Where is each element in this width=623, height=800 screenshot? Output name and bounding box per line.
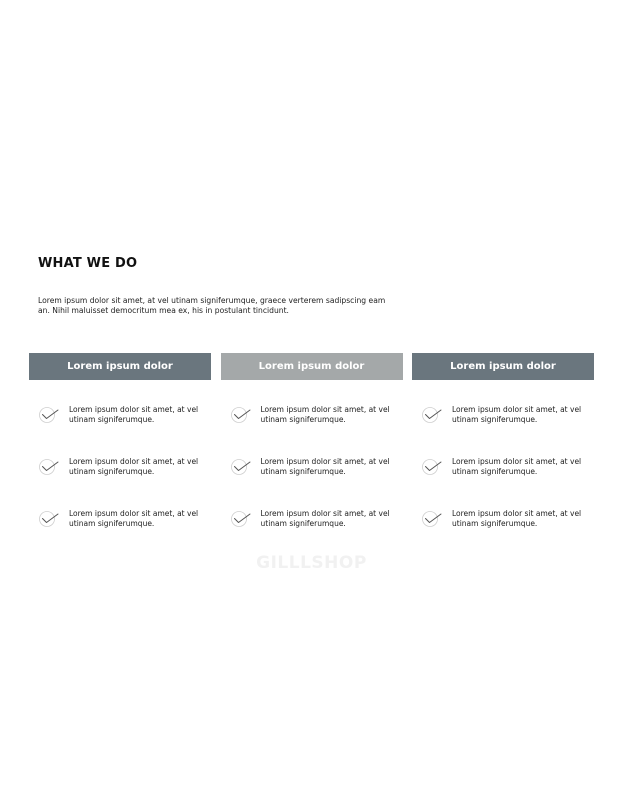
check-icon xyxy=(421,458,443,476)
list-item-text: Lorem ipsum dolor sit amet, at vel utinam signiferumque. xyxy=(69,457,199,476)
feature-list xyxy=(412,405,594,561)
list-item-text: Lorem ipsum dolor sit amet, at vel utinam signiferumque. xyxy=(260,457,390,476)
list-item-text: Lorem ipsum dolor sit amet, at vel utinam signiferumque. xyxy=(260,509,390,528)
watermark: GILLLSHOP xyxy=(256,553,367,573)
feature-column-3 xyxy=(412,353,594,561)
list-item xyxy=(230,457,403,509)
list-item xyxy=(38,457,211,509)
feature-columns xyxy=(29,353,594,561)
check-icon xyxy=(38,406,60,424)
feature-list xyxy=(221,405,403,561)
check-icon xyxy=(230,510,252,528)
list-item-text: Lorem ipsum dolor sit amet, at vel utinam signiferumque. xyxy=(452,509,582,528)
column-header: Lorem ipsum dolor xyxy=(29,353,211,380)
list-item-text: Lorem ipsum dolor sit amet, at vel utinam signiferumque. xyxy=(260,405,390,424)
feature-list xyxy=(29,405,211,561)
check-icon xyxy=(38,458,60,476)
list-item-text: Lorem ipsum dolor sit amet, at vel utinam signiferumque. xyxy=(452,405,582,424)
feature-column-2 xyxy=(221,353,403,561)
check-icon xyxy=(230,458,252,476)
feature-column-1 xyxy=(29,353,211,561)
page-title: WHAT WE DO xyxy=(38,256,138,271)
check-icon xyxy=(230,406,252,424)
check-icon xyxy=(421,406,443,424)
check-icon xyxy=(38,510,60,528)
column-header: Lorem ipsum dolor xyxy=(221,353,403,380)
column-header: Lorem ipsum dolor xyxy=(412,353,594,380)
list-item xyxy=(230,405,403,457)
list-item xyxy=(421,405,594,457)
list-item xyxy=(421,457,594,509)
list-item-text: Lorem ipsum dolor sit amet, at vel utinam signiferumque. xyxy=(69,509,199,528)
intro-paragraph: Lorem ipsum dolor sit amet, at vel utinam signiferumque, graece verterem sadipscing eam an. Nihil maluisset democritum mea ex, his in postulant tincidunt. xyxy=(38,296,386,315)
list-item-text: Lorem ipsum dolor sit amet, at vel utinam signiferumque. xyxy=(452,457,582,476)
list-item xyxy=(38,405,211,457)
list-item-text: Lorem ipsum dolor sit amet, at vel utinam signiferumque. xyxy=(69,405,199,424)
check-icon xyxy=(421,510,443,528)
